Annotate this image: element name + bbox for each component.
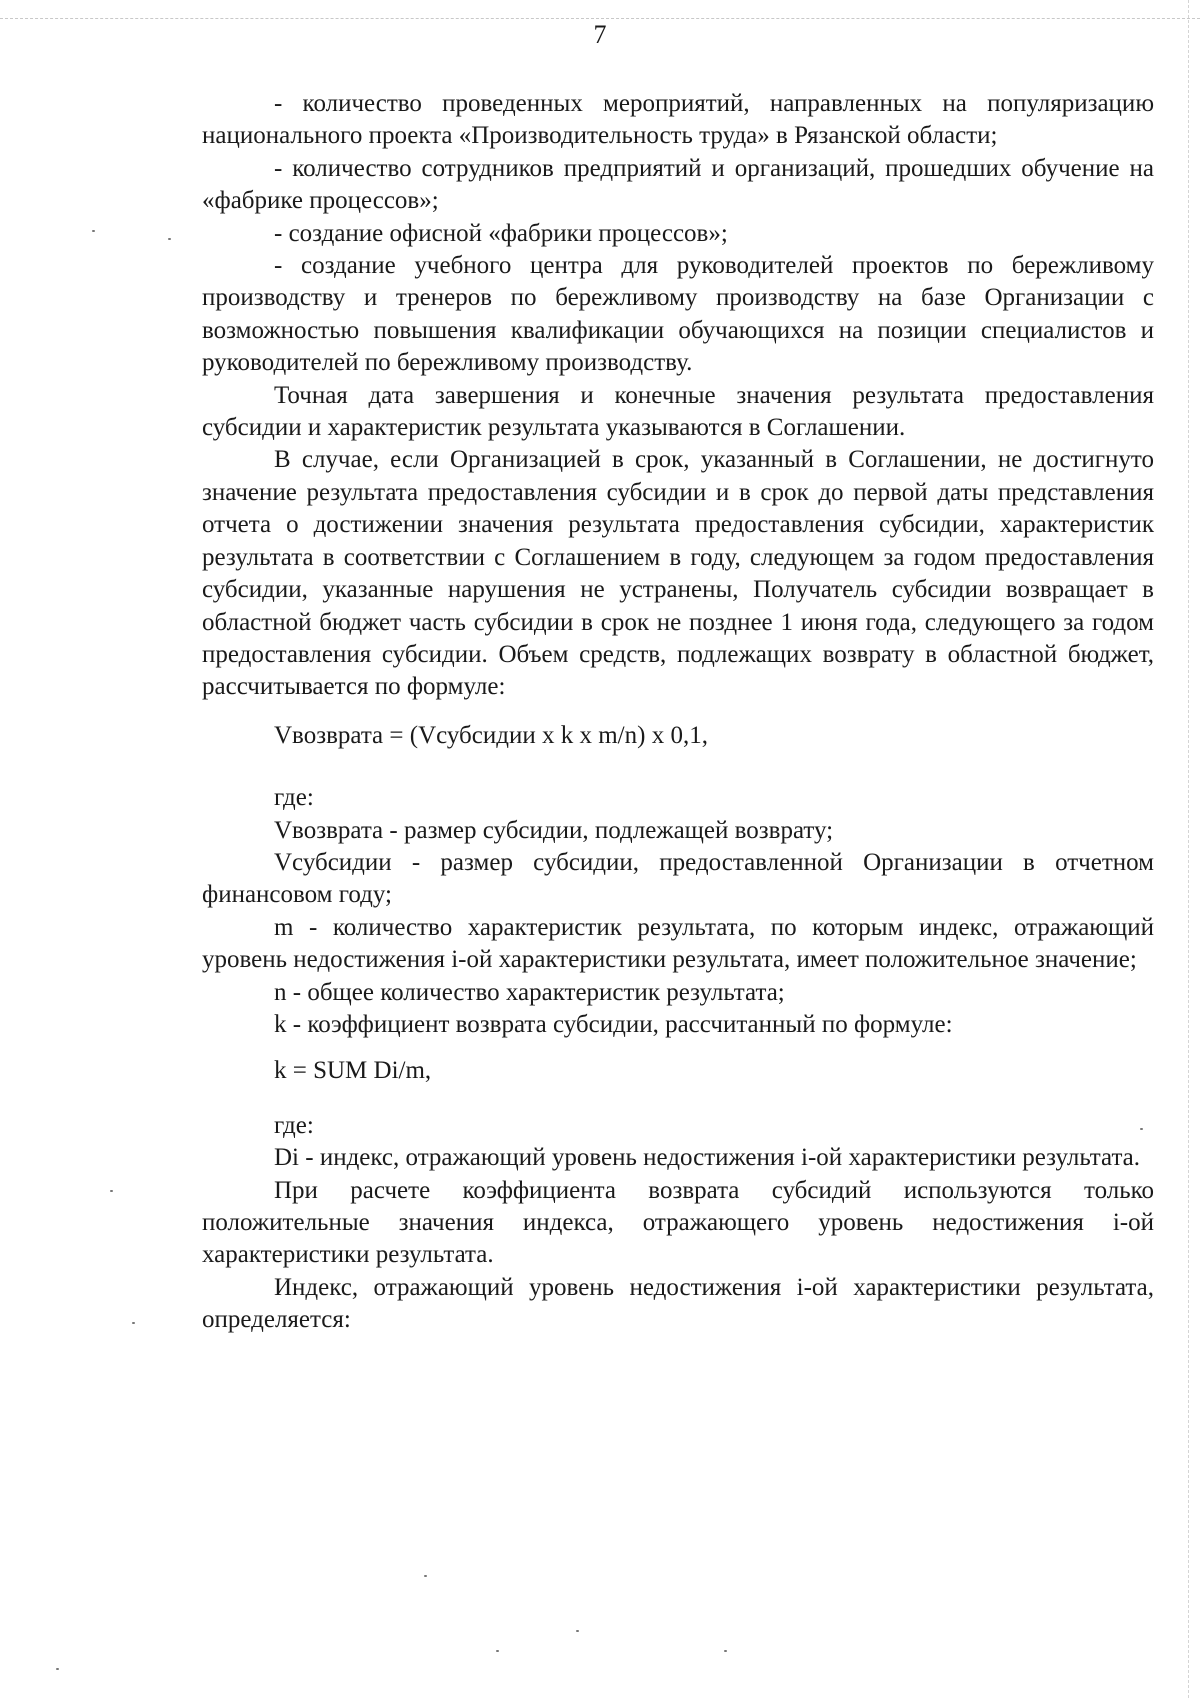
paragraph: Точная дата завершения и конечные значения результата предоставления субсидии и характеристик результата указываются в Соглашении. bbox=[202, 381, 1154, 442]
definition-item: m - количество характеристик результата, по которым индекс, отражающий уровень недостижения i-ой характеристики результата, имеет положительное значение; bbox=[202, 913, 1154, 974]
scan-speck bbox=[56, 1668, 59, 1670]
definition-item: n - общее количество характеристик результата; bbox=[274, 978, 785, 1006]
scan-speck bbox=[92, 230, 95, 232]
list-item: - количество сотрудников предприятий и организаций, прошедших обучение на «фабрике процессов»; bbox=[202, 154, 1154, 215]
definition-item: Di - индекс, отражающий уровень недостижения i-ой характеристики результата. bbox=[274, 1144, 1141, 1172]
list-item: - количество проведенных мероприятий, направленных на популяризацию национального проекта «Производительность труда» в Рязанской области; bbox=[202, 90, 1154, 150]
document-body bbox=[202, 88, 1154, 1337]
scan-speck bbox=[576, 1630, 579, 1632]
paragraph: В случае, если Организацией в срок, указанный в Соглашении, не достигнуто значение результата предоставления субсидии и в срок до первой даты представления отчета о достижении значения результата предоставления субсидии, характеристик результата в соответствии с Соглашением в году, следующем за годом предоставления субсидии, указанные нарушения не устранены, Получатель субсидии возвращает в областной бюджет часть субсидии в срок не позднее 1 июня года, следующего за годом предоставления субсидии. Объем средств, подлежащих возврату в областной бюджет, рассчитывается по формуле: bbox=[202, 446, 1154, 701]
scan-speck bbox=[724, 1650, 727, 1652]
scan-speck bbox=[496, 1650, 499, 1652]
list-item: - создание офисной «фабрики процессов»; bbox=[274, 219, 728, 247]
page-number: 7 bbox=[593, 20, 607, 49]
scan-speck bbox=[424, 1575, 427, 1577]
return-volume-formula: Vвозврата = (Vсубсидии x k x m/n) x 0,1, bbox=[274, 721, 708, 749]
scan-speck bbox=[168, 238, 171, 240]
scan-speck bbox=[132, 1322, 135, 1324]
list-item: - создание учебного центра для руководителей проектов по бережливому производству и тренеров по бережливому производству на базе Организации с возможностью повышения квалификации обучающихся на позиции специалистов и руководителей по бережливому производству. bbox=[202, 252, 1154, 377]
where-label: где: bbox=[274, 784, 314, 812]
paragraph: Индекс, отражающий уровень недостижения i-ой характеристики результата, определяется: bbox=[202, 1273, 1154, 1334]
definition-item: Vвозврата - размер субсидии, подлежащей возврату; bbox=[274, 816, 834, 844]
where-label: где: bbox=[274, 1111, 314, 1139]
coefficient-formula: k = SUM Di/m, bbox=[274, 1057, 432, 1085]
definition-item: k - коэффициент возврата субсидии, рассчитанный по формуле: bbox=[274, 1010, 953, 1038]
scan-speck bbox=[110, 1190, 113, 1192]
scan-right-edge bbox=[1188, 0, 1190, 1698]
paragraph: При расчете коэффициента возврата субсидий используются только положительные значения индекса, отражающего уровень недостижения i-ой характеристики результата. bbox=[202, 1176, 1154, 1269]
scan-speck bbox=[1140, 1128, 1143, 1130]
definition-item: Vсубсидии - размер субсидии, предоставленной Организации в отчетном финансовом году; bbox=[202, 848, 1154, 909]
